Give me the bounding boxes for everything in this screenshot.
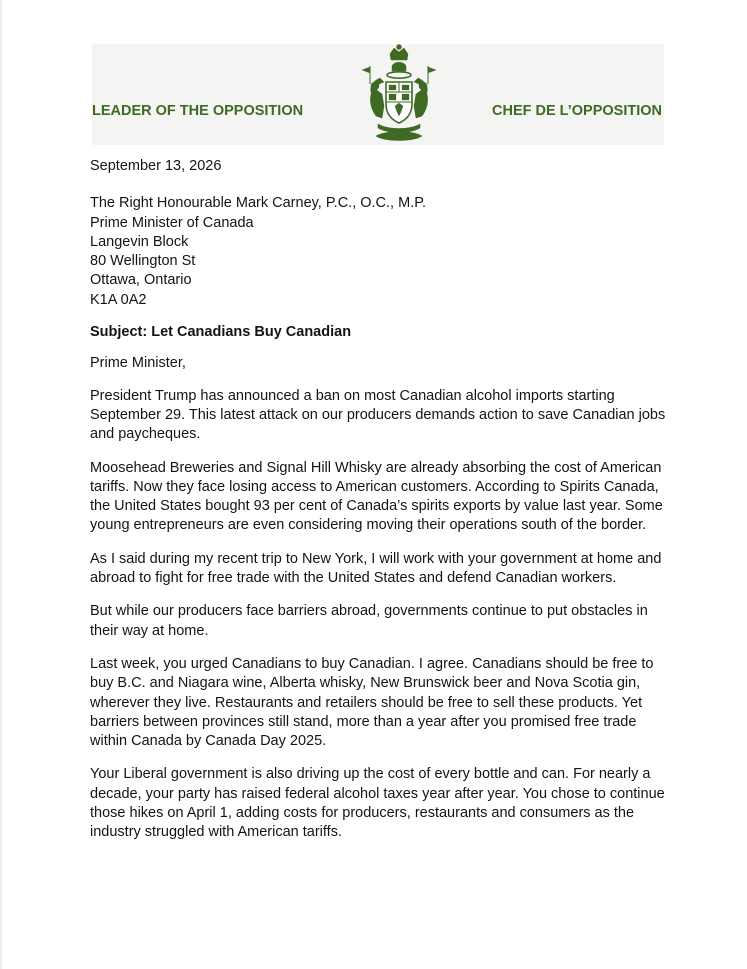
body-paragraph: As I said during my recent trip to New York, I will work with your government at home and abroad to fight for free trade with the United States and defend Canadian workers. — [90, 550, 662, 587]
canadian-coat-of-arms-icon — [360, 44, 438, 145]
letter-subject: Subject: Let Canadians Buy Canadian — [90, 324, 352, 341]
letterhead-title-english: LEADER OF THE OPPOSITION — [92, 103, 304, 119]
address-line: The Right Honourable Mark Carney, P.C., O.C., M.P. — [90, 195, 427, 212]
address-line: Ottawa, Ontario — [90, 272, 192, 289]
address-line: Prime Minister of Canada — [90, 214, 254, 231]
recipient-address — [90, 194, 670, 310]
letter-body — [90, 157, 670, 857]
body-paragraph: Last week, you urged Canadians to buy Canadian. I agree. Canadians should be free to buy B.C. and Niagara wine, Alberta whisky, New Brunswick beer and Nova Scotia gin, wherever they live. Restaurants and retailers should be free to sell these products. Yet barriers between provinces still stand, more than a year after you promised free trade within Canada by Canada Day 2025. — [90, 655, 654, 750]
body-paragraph: President Trump has announced a ban on most Canadian alcohol imports starting September 29. This latest attack on our producers demands action to save Canadian jobs and paycheques. — [90, 387, 666, 443]
letter-salutation: Prime Minister, — [90, 355, 186, 372]
letterhead-title-french: CHEF DE L’OPPOSITION — [492, 103, 662, 119]
letter-date: September 13, 2026 — [90, 158, 222, 174]
letterhead — [92, 44, 664, 145]
body-paragraph: Moosehead Breweries and Signal Hill Whisky are already absorbing the cost of American tariffs. Now they face losing access to American customers. According to Spirits Canada, the United States bought 93 per cent of Canada’s spirits exports by value last year. Some young entrepreneurs are even considering moving their operations south of the border. — [90, 459, 663, 534]
page-edge-shadow — [0, 0, 3, 969]
address-line: 80 Wellington St — [90, 253, 196, 270]
address-line: Langevin Block — [90, 233, 189, 250]
address-line: K1A 0A2 — [90, 291, 147, 308]
body-paragraph: But while our producers face barriers abroad, governments continue to put obstacles in their way at home. — [90, 603, 648, 639]
body-paragraph: Your Liberal government is also driving up the cost of every bottle and can. For nearly a decade, your party has raised federal alcohol taxes year after year. You chose to continue those hikes on April 1, adding costs for producers, restaurants and consumers as the industry struggled with American tariffs. — [90, 766, 665, 841]
